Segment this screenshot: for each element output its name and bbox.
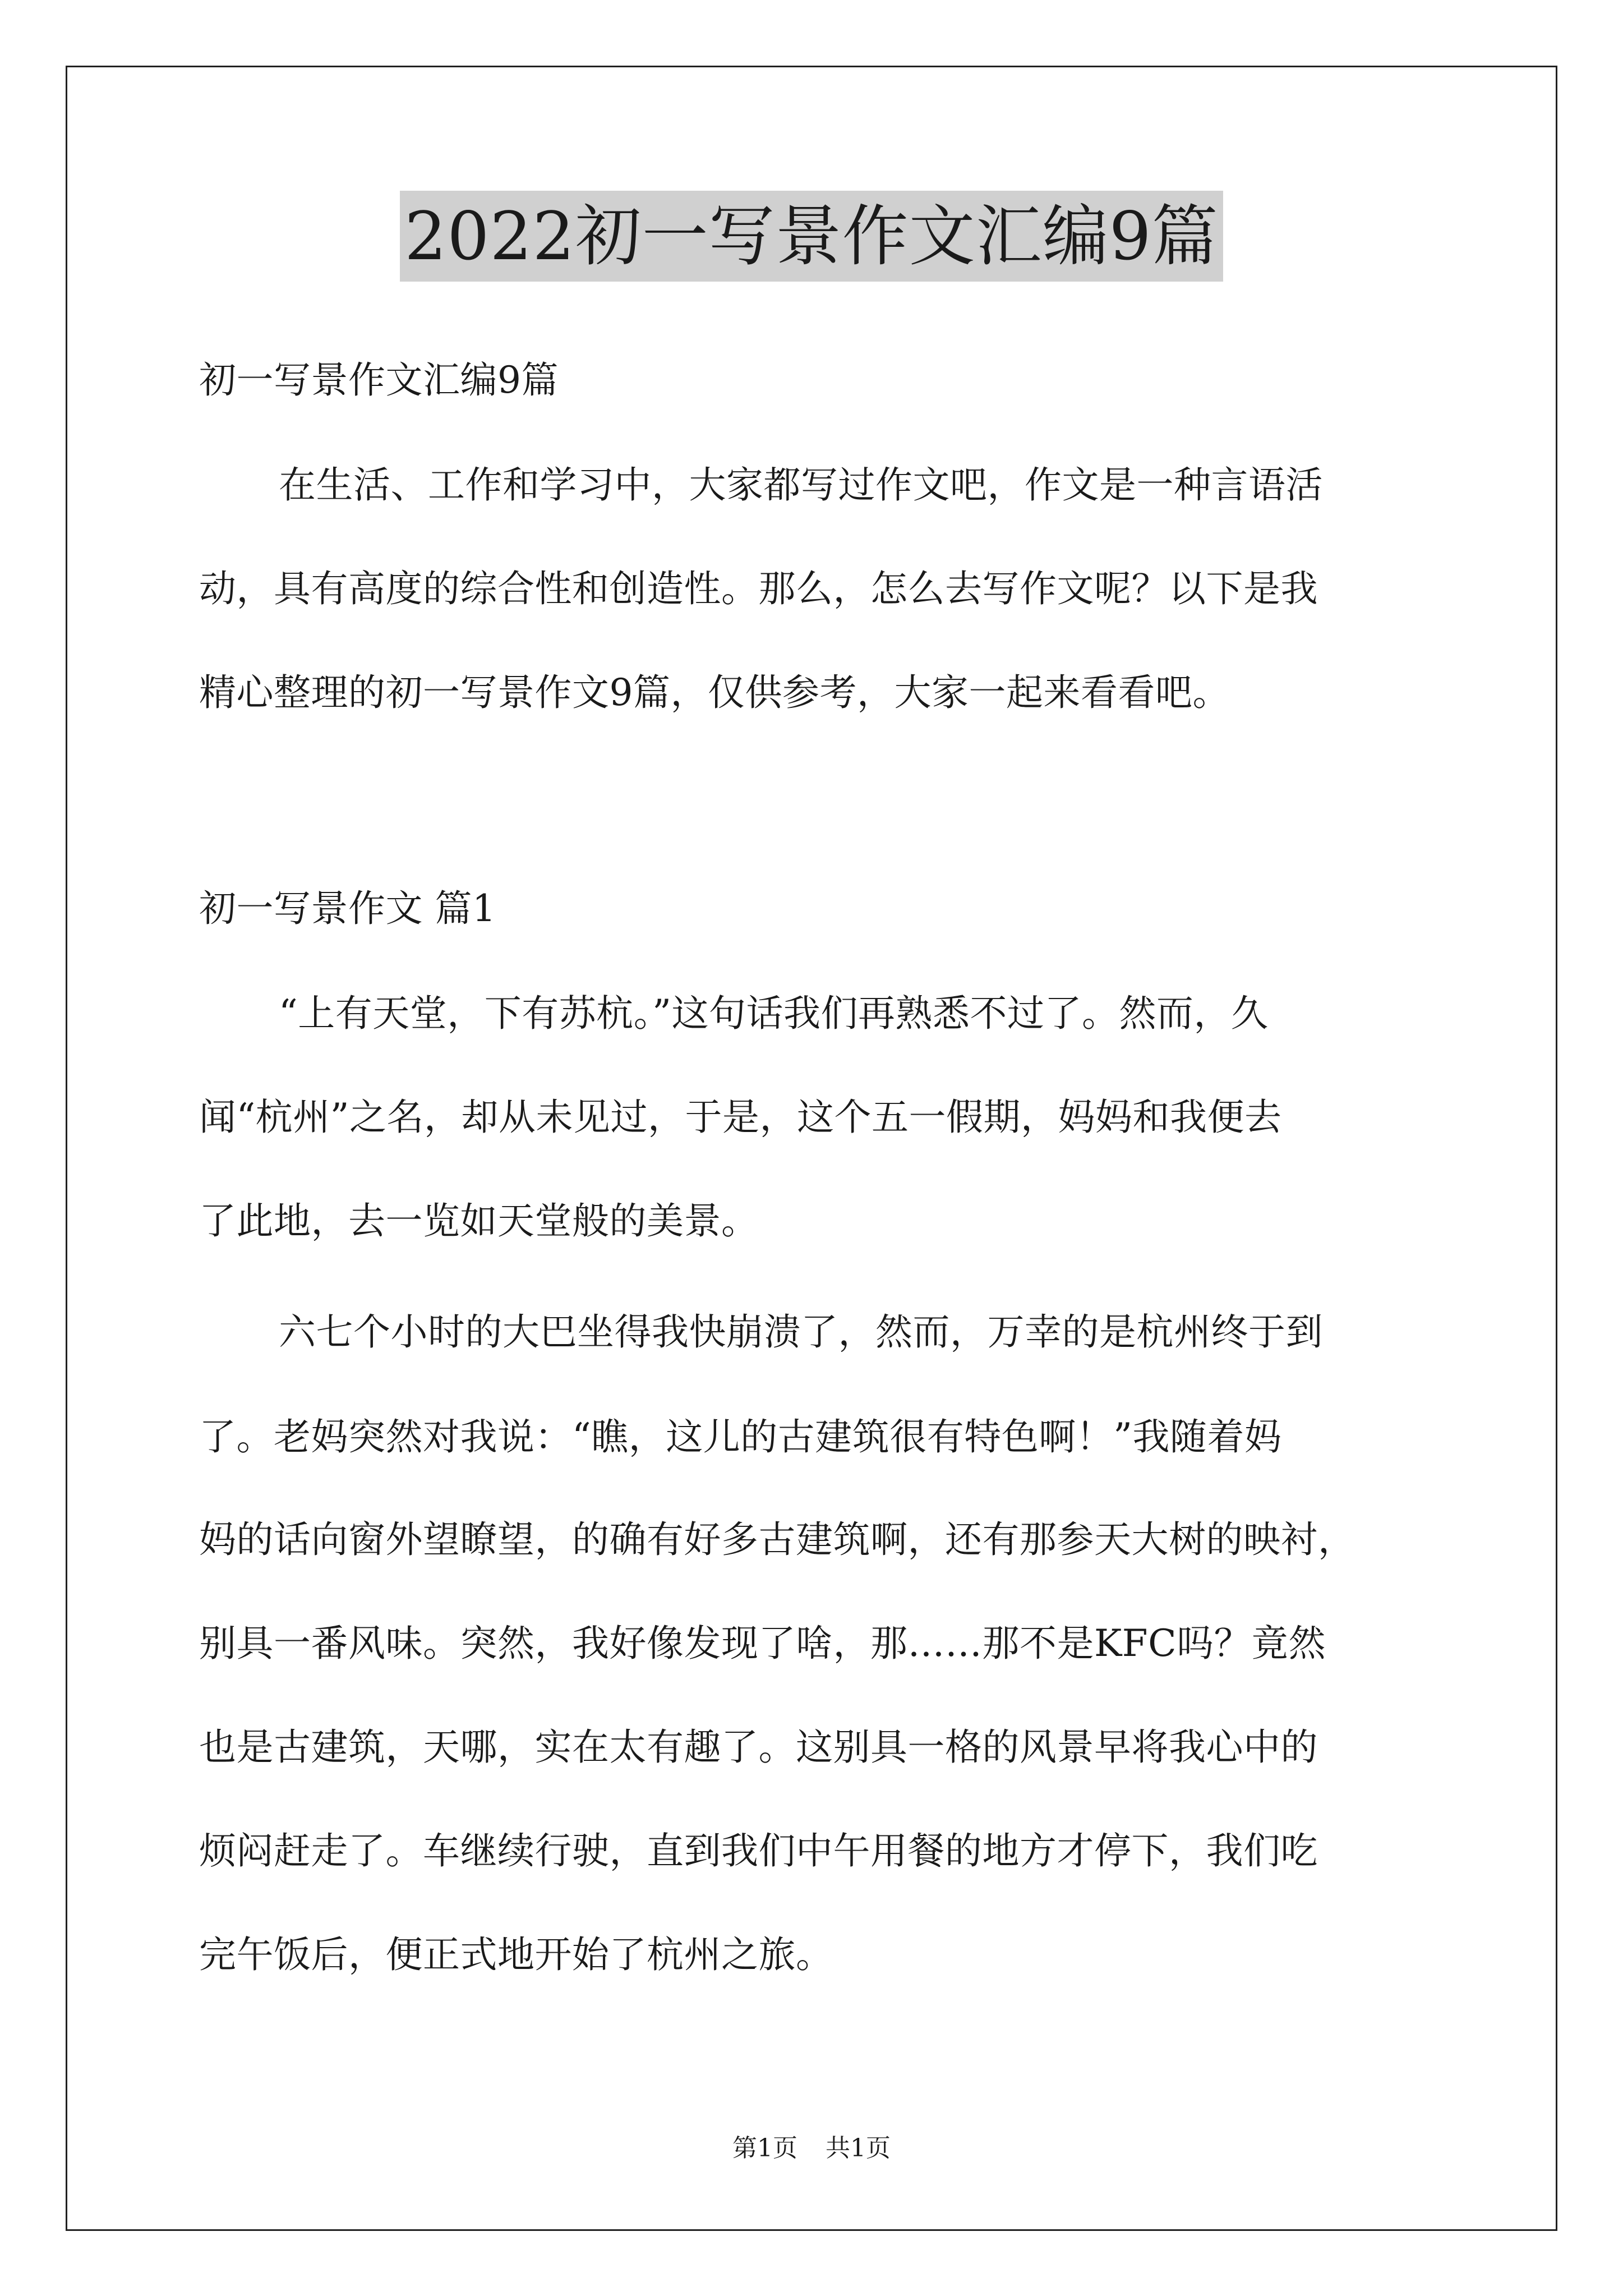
intro-line: 动，具有高度的综合性和创造性。那么，怎么去写作文呢？以下是我 [199,567,1318,610]
title-container [0,191,1623,282]
page-number: 第1页 [732,2134,797,2162]
paragraph-line: 妈的话向窗外望瞭望，的确有好多古建筑啊，还有那参天大树的映衬， [199,1518,1355,1561]
paragraph-line: “上有天堂，下有苏杭。”这句话我们再熟悉不过了。然而，久 [279,992,1269,1035]
paragraph-line: 也是古建筑，天哪，实在太有趣了。这别具一格的风景早将我心中的 [199,1726,1318,1769]
paragraph-line: 了此地，去一览如天堂般的美景。 [199,1199,759,1243]
section-heading: 初一写景作文 篇1 [199,887,496,930]
page-total: 共1页 [826,2134,891,2162]
intro-line: 精心整理的初一写景作文9篇，仅供参考，大家一起来看看吧。 [199,671,1230,714]
paragraph-line: 闻“杭州”之名，却从未见过，于是，这个五一假期，妈妈和我便去 [199,1096,1282,1139]
paragraph-line: 烦闷赶走了。车继续行驶，直到我们中午用餐的地方才停下，我们吃 [199,1829,1318,1872]
paragraph-line: 了。老妈突然对我说：“瞧，这儿的古建筑很有特色啊！”我随着妈 [199,1415,1282,1458]
paragraph-line: 六七个小时的大巴坐得我快崩溃了，然而，万幸的是杭州终于到 [279,1310,1323,1354]
document-title: 2022初一写景作文汇编9篇 [400,191,1223,282]
paragraph-line: 完午饭后，便正式地开始了杭州之旅。 [199,1933,833,1976]
document-subtitle: 初一写景作文汇编9篇 [199,358,559,402]
page-footer [0,2132,1623,2165]
paragraph-line: 别具一番风味。突然，我好像发现了啥，那……那不是KFC吗？竟然 [199,1622,1326,1665]
intro-line: 在生活、工作和学习中，大家都写过作文吧，作文是一种言语活 [279,463,1323,507]
